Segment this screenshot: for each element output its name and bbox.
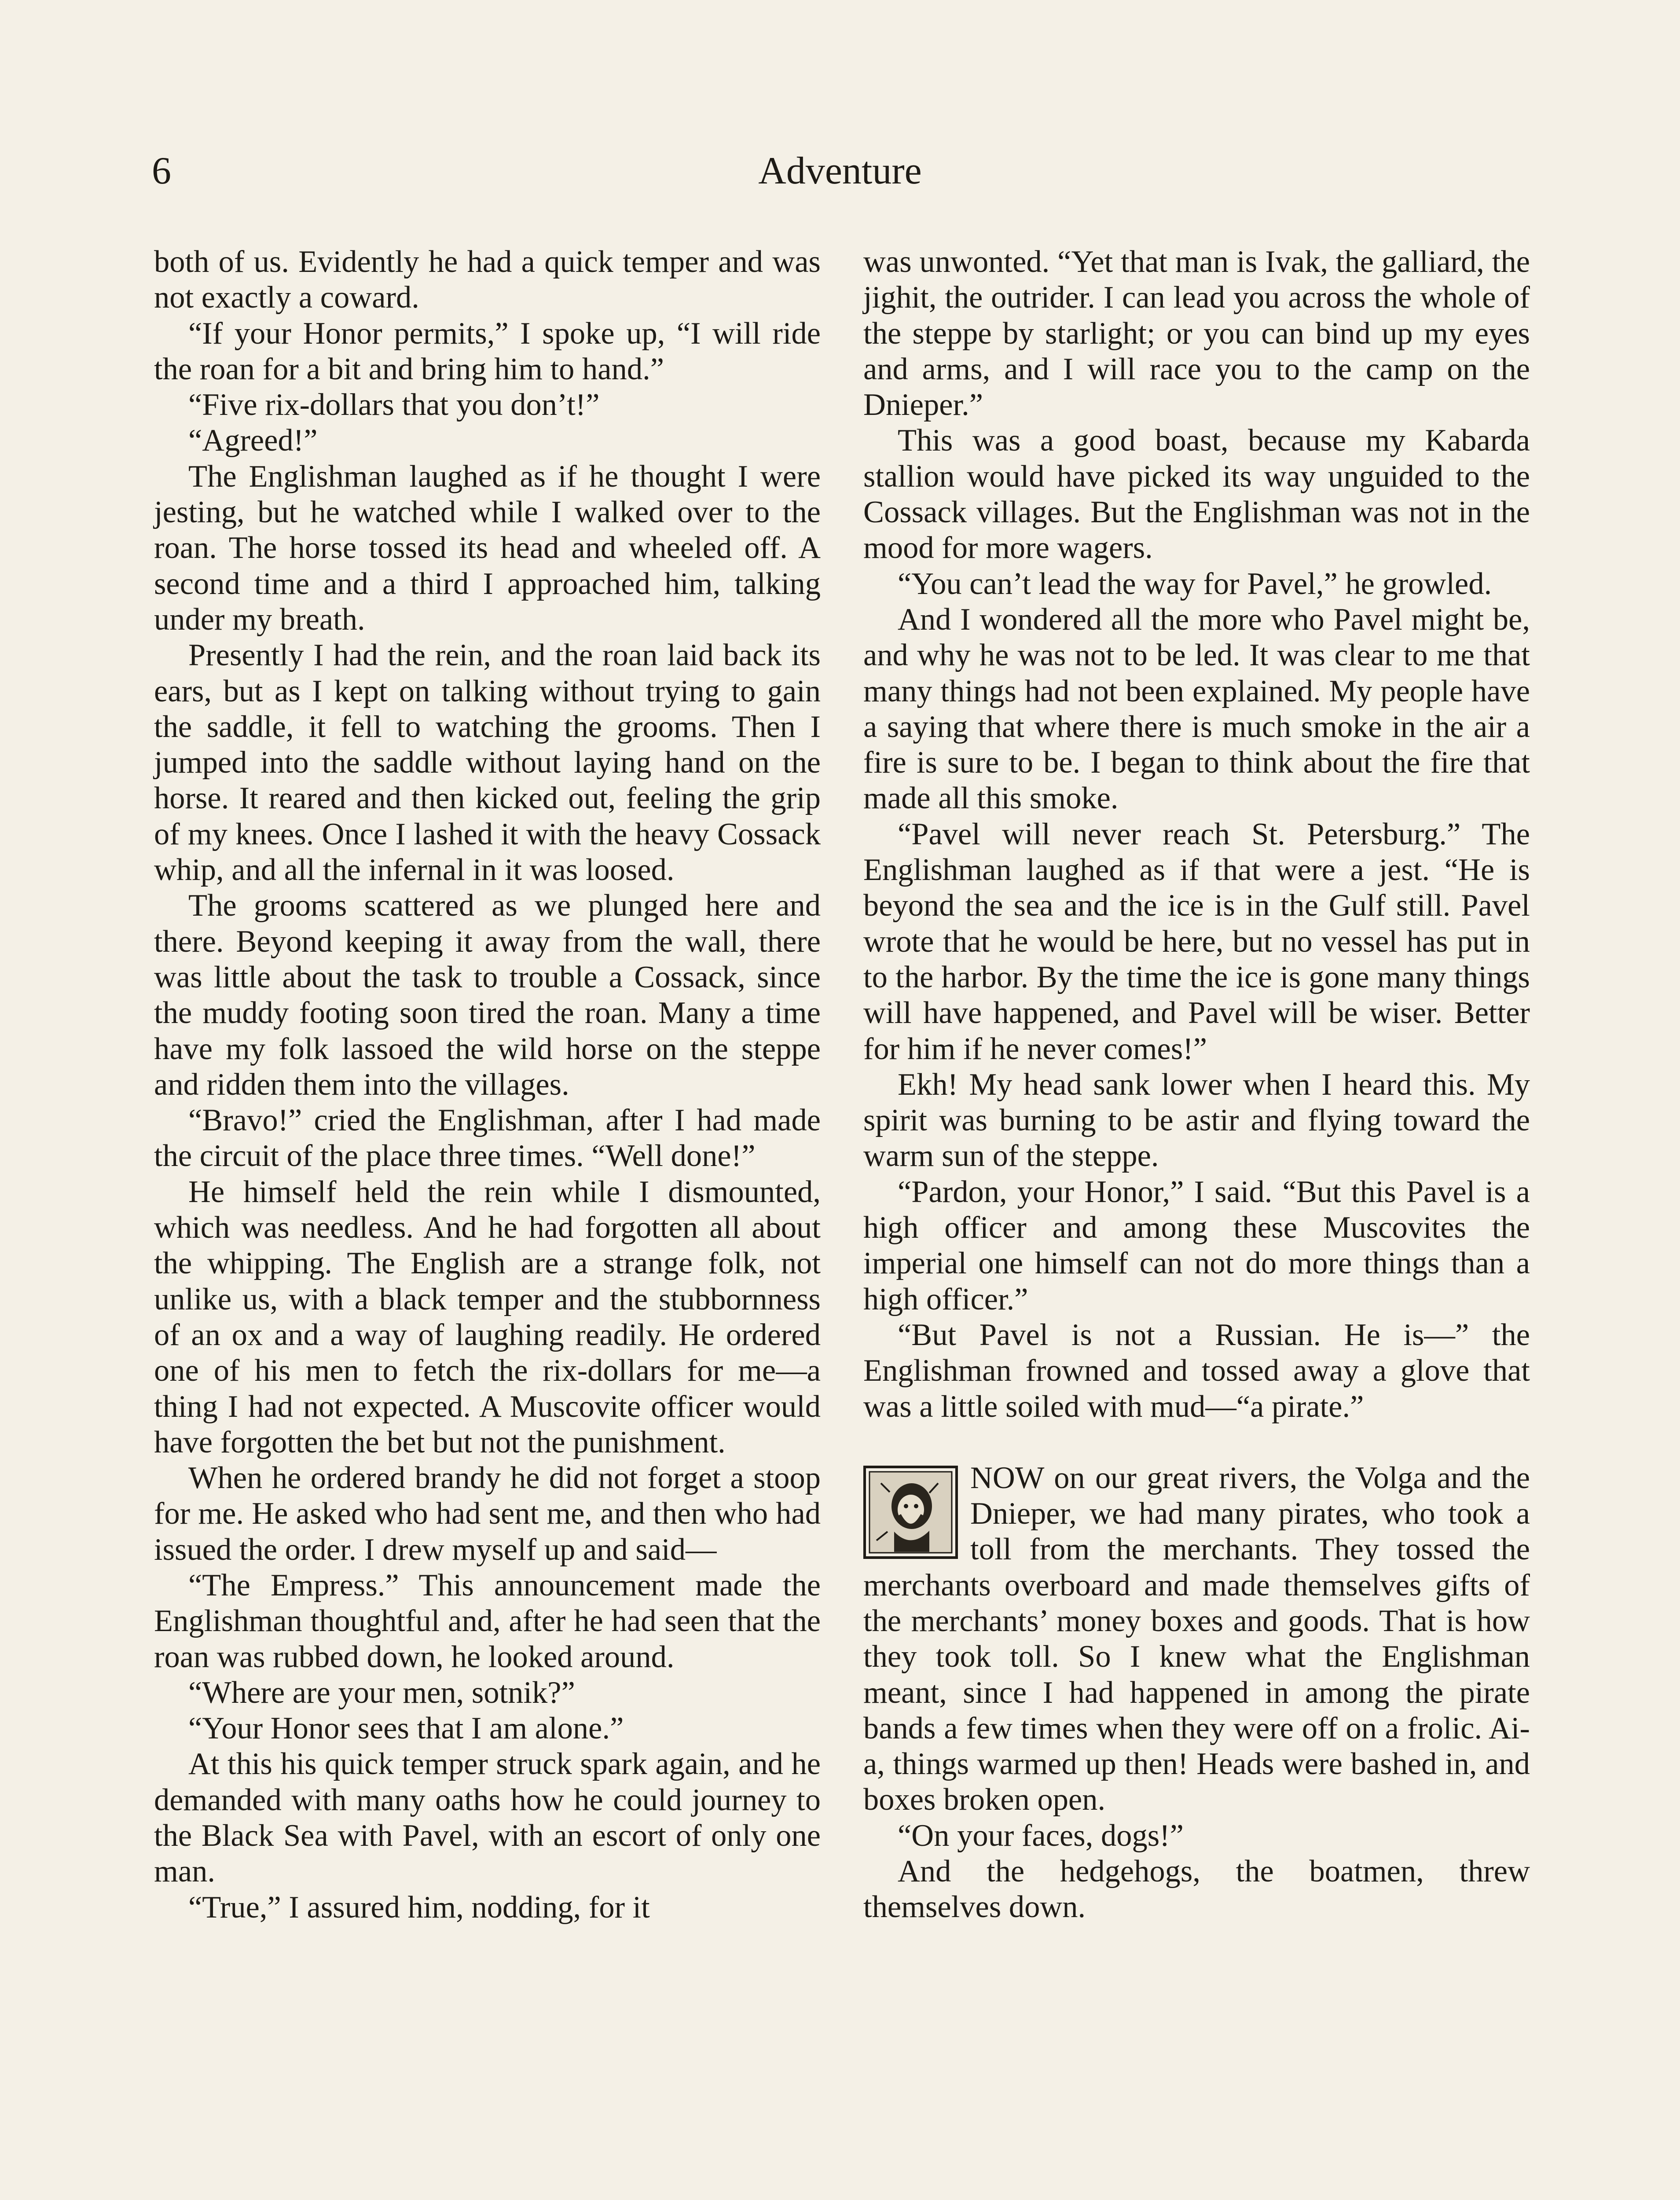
paragraph: This was a good boast, because my Kabarda stallion would have picked its way unguided to the Cossack villages. But the Englishman was not in the mood for more wagers. (863, 423, 1530, 565)
paragraph: And I wondered all the more who Pavel might be, and why he was not to be led. It was clear to me that many things had not been explained. My people have a saying that where there is much smoke in the air a fire is sure to be. I began to think about the fire that made all this smoke. (863, 602, 1530, 816)
paragraph: “The Empress.” This announcement made the Englishman thoughtful and, after he had seen that the roan was rubbed down, he looked around. (154, 1568, 821, 1674)
paragraph: When he ordered brandy he did not forget a stoop for me. He asked who had sent me, and then who had issued the order. I drew myself up and said— (154, 1461, 821, 1567)
paragraph: “Agreed!” (188, 423, 318, 458)
page-number: 6 (152, 150, 171, 192)
paragraph: He himself held the rein while I dismounted, which was needless. And he had forgotten all about the whipping. The English are a strange folk, not unlike us, with a black temper and the stubbornness of an ox and a way of laughing readily. He ordered one of his men to fetch the rix-dollars for me—a thing I had not expected. A Muscovite officer would have forgotten the bet but not the punishment. (154, 1174, 821, 1459)
paragraph: At this his quick temper struck spark again, and he demanded with many oaths how he could journey to the Black Sea with Pavel, with an escort of only one man. (154, 1747, 821, 1889)
paragraph: “Bravo!” cried the Englishman, after I had made the circuit of the place three times. “Well done!” (154, 1103, 821, 1173)
paragraph: The Englishman laughed as if he thought I were jesting, but he watched while I walked over to the roan. The horse tossed its head and wheeled off. A second time and a third I approached him, talking under my breath. (154, 459, 821, 637)
paragraph: “Five rix-dollars that you don’t!” (188, 388, 600, 422)
paragraph: “Where are your men, sotnik?” (188, 1675, 575, 1710)
paragraph: “On your faces, dogs!” (898, 1818, 1184, 1853)
paragraph: “You can’t lead the way for Pavel,” he growled. (898, 566, 1492, 601)
woodcut-portrait-icon (863, 1466, 958, 1559)
paragraph: Presently I had the rein, and the roan laid back its ears, but as I kept on talking without trying to gain the saddle, it fell to watching the grooms. Then I jumped into the saddle without laying hand on the horse. It reared and then kicked out, feeling the grip of my knees. Once I lashed it with the heavy Cossack whip, and all the infernal in it was loosed. (154, 638, 821, 887)
paragraph: Ekh! My head sank lower when I heard this. My spirit was burning to be astir and flying toward the warm sun of the steppe. (863, 1067, 1530, 1173)
paragraph: The grooms scattered as we plunged here and there. Beyond keeping it away from the wall, there was little about the task to trouble a Cossack, since the muddy footing soon tired the roan. Many a time have my folk lassoed the wild horse on the steppe and ridden them into the villages. (154, 888, 821, 1102)
text-column-right (863, 244, 1530, 1925)
paragraph: NOW on our great rivers, the Volga and the Dnieper, we had many pirates, who took a toll from the merchants. They tossed the merchants overboard and made themselves gifts of the merchants’ money boxes and goods. That is how they took toll. So I knew what the Englishman meant, since I had happened in among the pirate bands a few times when they were off on a frolic. Ai-a, things warmed up then! Heads were bashed in, and boxes broken open. (863, 1460, 1530, 1817)
paragraph: And the hedgehogs, the boatmen, threw themselves down. (863, 1854, 1530, 1925)
paragraph: “If your Honor permits,” I spoke up, “I will ride the roan for a bit and bring him to hand.” (154, 316, 821, 386)
paragraph: “True,” I assured him, nodding, for it (188, 1890, 650, 1925)
paragraph: “Pavel will never reach St. Petersburg.” The Englishman laughed as if that were a jest. “He is beyond the sea and the ice is in the Gulf still. Pavel wrote that he would be here, but no vessel has put in to the harbor. By the time the ice is gone many things will have happened, and Pavel will be wiser. Better for him if he never comes!” (863, 817, 1530, 1066)
paragraph: was unwonted. “Yet that man is Ivak, the galliard, the jighit, the outrider. I can lead you across the whole of the steppe by starlight; or you can bind up my eyes and arms, and I will race you to the camp on the Dnieper.” (863, 245, 1530, 422)
running-head-title: Adventure (758, 150, 922, 192)
paragraph: “But Pavel is not a Russian. He is—” the Englishman frowned and tossed away a glove that was a little soiled with mud—“a pirate.” (863, 1317, 1530, 1424)
text-column-left (154, 244, 821, 1925)
paragraph: “Your Honor sees that I am alone.” (188, 1711, 624, 1746)
paragraph: “Pardon, your Honor,” I said. “But this Pavel is a high officer and among these Muscovites the imperial one himself can not do more things than a high officer.” (863, 1174, 1530, 1316)
section-opening (863, 1460, 1530, 1818)
paragraph: both of us. Evidently he had a quick temper and was not exactly a coward. (154, 245, 821, 315)
